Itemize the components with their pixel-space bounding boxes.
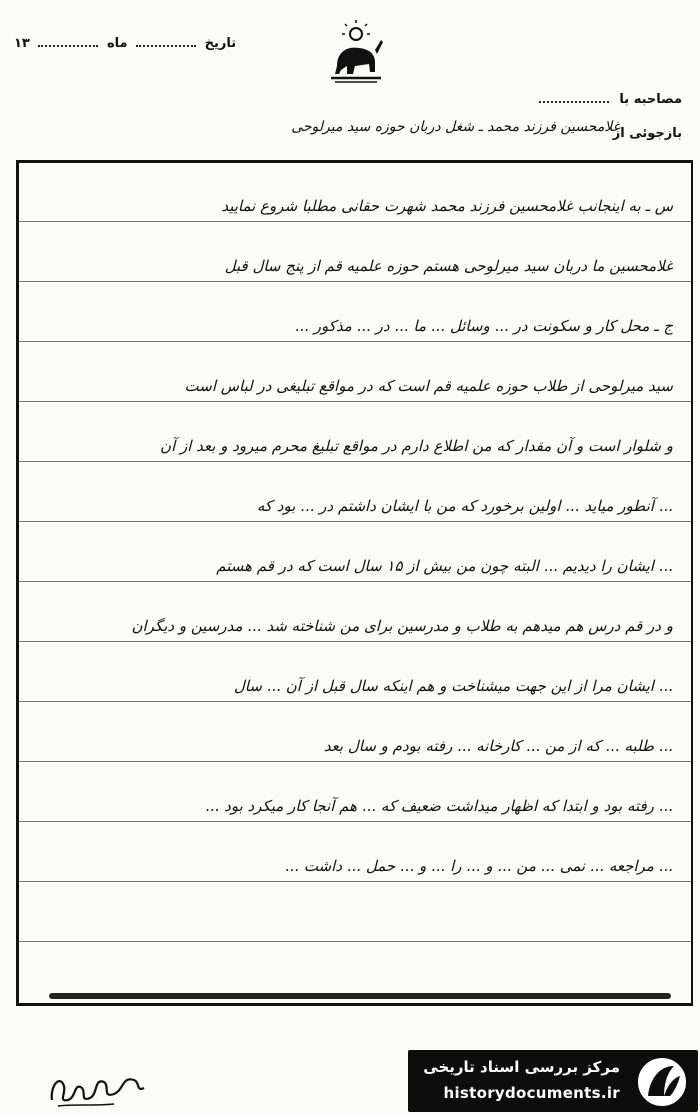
month-label: ماه [106, 36, 128, 51]
ruled-line [19, 401, 691, 402]
interview-label: مصاحبه با [619, 92, 682, 107]
handwritten-line-7: ... ایشان را دیدیم ... البته چون من بیش از ۱۵ سال است که در قم هستم [216, 557, 673, 575]
handwritten-line-6: ... آنطور میاید ... اولین برخورد که من با ایشان داشتم در ... بود که [256, 497, 673, 515]
archive-logo-icon [634, 1054, 690, 1110]
handwritten-line-3: ج ـ محل کار و سکونت در ... وسائل ... ما ... در ... مذکور ... [294, 317, 673, 335]
handwritten-line-1: س ـ به اینجانب غلامحسین فرزند محمد شهرت حقانی مطلبا شروع نمایید [221, 197, 673, 215]
interview-dots [539, 101, 609, 103]
ruled-line [19, 341, 691, 342]
lion-and-sun-emblem-icon [325, 20, 387, 84]
interrogation-of-label: بازجوئی از [612, 126, 682, 141]
handwritten-line-9: ... ایشان مرا از این جهت میشناخت و هم اینکه سال قبل از آن ... سال [233, 677, 673, 695]
interrogation-of-name: غلامحسین فرزند محمد ـ شغل دربان حوزه سید میرلوحی [291, 119, 620, 135]
date-dots [136, 45, 196, 47]
handwritten-line-4: سید میرلوحی از طلاب حوزه علمیه قم است که در مواقع تبلیغی در لباس است [184, 377, 673, 395]
handwritten-line-2: غلامحسین ما دربان سید میرلوحی هستم حوزه علمیه قم از پنج سال قبل [224, 257, 673, 275]
ruled-line [19, 701, 691, 702]
handwritten-signature-icon [44, 1060, 154, 1110]
dark-fill-stroke [49, 993, 671, 999]
ruled-line [19, 281, 691, 282]
ruled-line [19, 461, 691, 462]
ruled-line [19, 641, 691, 642]
interview-with-field [539, 92, 682, 107]
archive-title: مرکز بررسی اسناد تاریخی [423, 1058, 620, 1076]
handwritten-line-8: و در قم درس هم میدهم به طلاب و مدرسین برای من شناخته شد ... مدرسین و دیگران [131, 617, 673, 635]
archive-url: historydocuments.ir [443, 1084, 620, 1102]
date-label: تاریخ [204, 36, 237, 51]
handwritten-line-11: ... رفته بود و ابتدا که اظهار میداشت ضعیف که ... هم آنجا کار میکرد بود ... [205, 797, 673, 815]
ruled-line [19, 821, 691, 822]
month-dots [38, 45, 98, 47]
ruled-line [19, 221, 691, 222]
ruled-line [19, 941, 691, 942]
handwritten-ruled-box [16, 160, 693, 1006]
handwritten-line-5: و شلوار است و آن مقدار که من اطلاع دارم در مواقع تبلیغ محرم میرود و بعد از آن [160, 437, 673, 455]
year-suffix: ۱۳ [14, 36, 30, 51]
handwritten-line-12: ... مراجعه ... نمی ... من ... و ... را ... و ... حمل ... داشت ... [284, 857, 673, 875]
ruled-line [19, 761, 691, 762]
handwritten-line-10: ... طلبه ... که از من ... کارخانه ... رفته بودم و سال بعد [323, 737, 673, 755]
date-field [14, 36, 236, 51]
archive-watermark [408, 1050, 698, 1112]
ruled-line [19, 881, 691, 882]
ruled-line [19, 581, 691, 582]
ruled-line [19, 521, 691, 522]
